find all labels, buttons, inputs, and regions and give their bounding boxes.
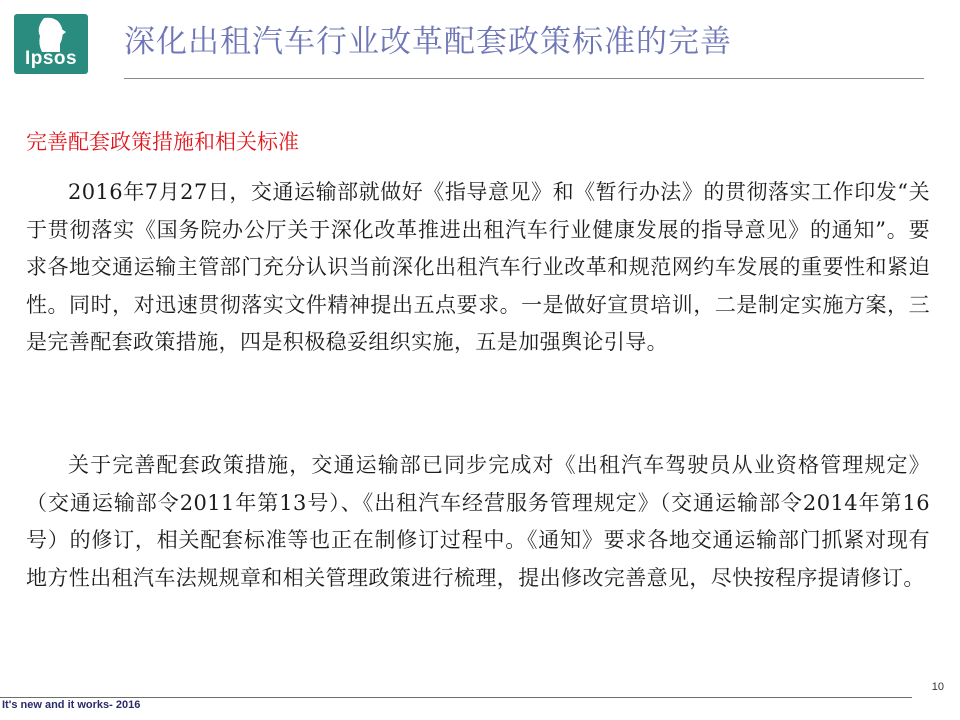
page-title: 深化出租汽车行业改革配套政策标准的完善 (124, 24, 732, 60)
section-heading: 完善配套政策措施和相关标准 (26, 130, 299, 154)
body-paragraph-2: 关于完善配套政策措施，交通运输部已同步完成对《出租汽车驾驶员从业资格管理规定》（交通运输部令2011年第13号）、《出租汽车经营服务管理规定》（交通运输部令2014年第16号）的修订，相关配套标准等也正在制修订过程中。《通知》要求各地交通运输部门抓紧对现有地方性出租汽车法规规章和相关管理政策进行梳理，提出修改完善意见，尽快按程序提请修订。 (26, 453, 930, 590)
title-divider (124, 78, 924, 79)
logo-text: Ipsos (24, 48, 78, 69)
body-paragraph-1: 2016年7月27日，交通运输部就做好《指导意见》和《暂行办法》的贯彻落实工作印发“关于贯彻落实《国务院办公厅关于深化改革推进出租汽车行业健康发展的指导意见》的通知”。要求各地交通运输主管部门充分认识当前深化出租汽车行业改革和规范网约车发展的重要性和紧迫性。同时，对迅速贯彻落实文件精神提出五点要求。一是做好宣贯培训，二是制定实施方案，三是完善配套政策措施，四是积极稳妥组织实施，五是加强舆论引导。 (26, 180, 930, 355)
footer-text: It's new and it works- 2016 (2, 699, 141, 711)
footer-divider (0, 697, 912, 698)
page-number: 10 (931, 681, 944, 693)
ipsos-logo (14, 14, 88, 74)
